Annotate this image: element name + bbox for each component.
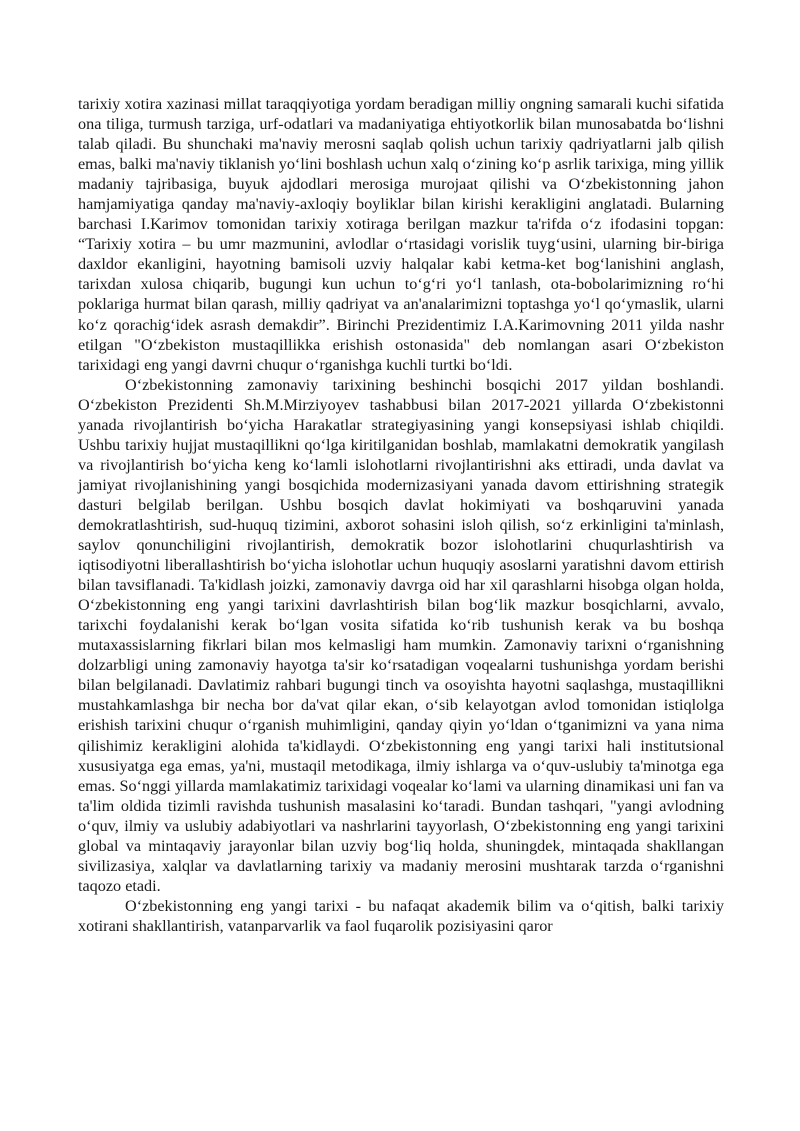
paragraph-historical-memory: tarixiy xotira xazinasi millat taraqqiyotiga yordam beradigan milliy ongning samarali kuchi sifatida ona tiliga, turmush tarziga, urf-odatlari va madaniyatiga ehtiyotkorlik bilan munosabatda bo‘lishni talab qiladi. Bu shunchaki ma'naviy merosni saqlab qolish uchun tarixiy qadriyatlarni jalb qilish emas, balki ma'naviy tiklanish yo‘lini boshlash uchun xalq o‘zining ko‘p asrlik tarixiga, ming yillik madaniy tajribasiga, buyuk ajdodlari merosiga murojaat qilishi va O‘zbekistonning jahon hamjamiyatiga qanday ma'naviy-axloqiy boyliklar bilan kirishi kerakligini anglatadi. Bularning barchasi I.Karimov tomonidan tarixiy xotiraga berilgan mazkur ta'rifda o‘z ifodasini topgan: “Tarixiy xotira – bu umr mazmunini, avlodlar o‘rtasidagi vorislik tuyg‘usini, ularning bir-biriga daxldor ekanligini, hayotning bamisoli uzviy halqalar kabi ketma-ket bog‘lanishini anglash, tarixdan xulosa chiqarib, bugungi kun uchun to‘g‘ri yo‘l tanlash, ota-bobolarimizning ro‘hi poklariga hurmat bilan qarash, milliy qadriyat va an'analarimizni toptashga yo‘l qo‘ymaslik, ularni ko‘z qorachig‘idek asrash demakdir”. Birinchi Prezidentimiz I.A.Karimovning 2011 yilda nashr etilgan "O‘zbekiston mustaqillikka erishish ostonasida" deb nomlangan asari O‘zbekiston tarixidagi eng yangi davrni chuqur o‘rganishga kuchli turtki bo‘ldi. [78, 95, 724, 374]
paragraph-newest-history: O‘zbekistonning eng yangi tarixi - bu nafaqat akademik bilim va o‘qitish, balki tarixiy xotirani shakllantirish, vatanparvarlik va faol fuqarolik pozisiyasini qaror [78, 896, 724, 935]
paragraph-fifth-stage: O‘zbekistonning zamonaviy tarixining beshinchi bosqichi 2017 yildan boshlandi. O‘zbekiston Prezidenti Sh.M.Mirziyoyev tashabbusi bilan 2017-2021 yillarda O‘zbekistonni yanada rivojlantirish bo‘yicha Harakatlar strategiyasining yangi konsepsiyasi ishlab chiqildi. Ushbu tarixiy hujjat mustaqillikni qo‘lga kiritilganidan boshlab, mamlakatni demokratik yangilash va rivojlantirish bo‘yicha keng ko‘lamli islohotlarni rivojlantirishni aks ettiradi, unda davlat va jamiyat rivojlanishining yangi bosqichida modernizasiyani yanada davom ettirishning strategik dasturi belgilab berilgan. Ushbu bosqich davlat hokimiyati va boshqaruvini yanada demokratlashtirish, sud-huquq tizimini, axborot sohasini isloh qilish, so‘z erkinligini ta'minlash, saylov qonunchiligini rivojlantirish, demokratik bozor islohotlarini chuqurlashtirish va iqtisodiyotni liberallashtirish bo‘yicha islohotlar uchun huquqiy asoslarni yaratishni davom ettirish bilan tavsiflanadi. Ta'kidlash joizki, zamonaviy davrga oid har xil qarashlarni hisobga olgan holda, O‘zbekistonning eng yangi tarixini davrlashtirish bilan bog‘lik mazkur bosqichlarni, avvalo, tarixchi foydalanishi kerak bo‘lgan vosita sifatida ko‘rib tushunish kerak va bu boshqa mutaxassislarning fikrlari bilan mos kelmasligi ham mumkin. Zamonaviy tarixni o‘rganishning dolzarbligi uning zamonaviy hayotga ta'sir ko‘rsatadigan voqealarni tushunishga yordam berishi bilan belgilanadi. Davlatimiz rahbari bugungi tinch va osoyishta hayotni saqlashga, mustaqillikni mustahkamlashga bir necha bor da'vat qilar ekan, o‘sib kelayotgan avlod tomonidan istiqlolga erishish tarixini chuqur o‘rganish muhimligini, qanday qiyin yo‘ldan o‘tganimizni va yana nima qilishimiz kerakligini alohida ta'kidlaydi. O‘zbekistonning eng yangi tarixi hali institutsional xususiyatga ega emas, ya'ni, mustaqil metodikaga, ilmiy ishlarga va o‘quv-uslubiy ta'minotga ega emas. So‘nggi yillarda mamlakatimiz tarixidagi voqealar ko‘lami va ularning dinamikasi uni fan va ta'lim oldida tizimli ravishda tushunish masalasini ko‘taradi. Bundan tashqari, "yangi avlodning o‘quv, ilmiy va uslubiy adabiyotlari va nashrlarini tayyorlash, O‘zbekistonning eng yangi tarixini global va mintaqaviy jarayonlar bilan uzviy bog‘liq holda, shuningdek, mintaqada shakllangan sivilizasiya, xalqlar va davlatlarning tarixiy va madaniy merosini mushtarak tarzda o‘rganishni taqozo etadi. [78, 375, 724, 895]
document-body [78, 94, 724, 936]
